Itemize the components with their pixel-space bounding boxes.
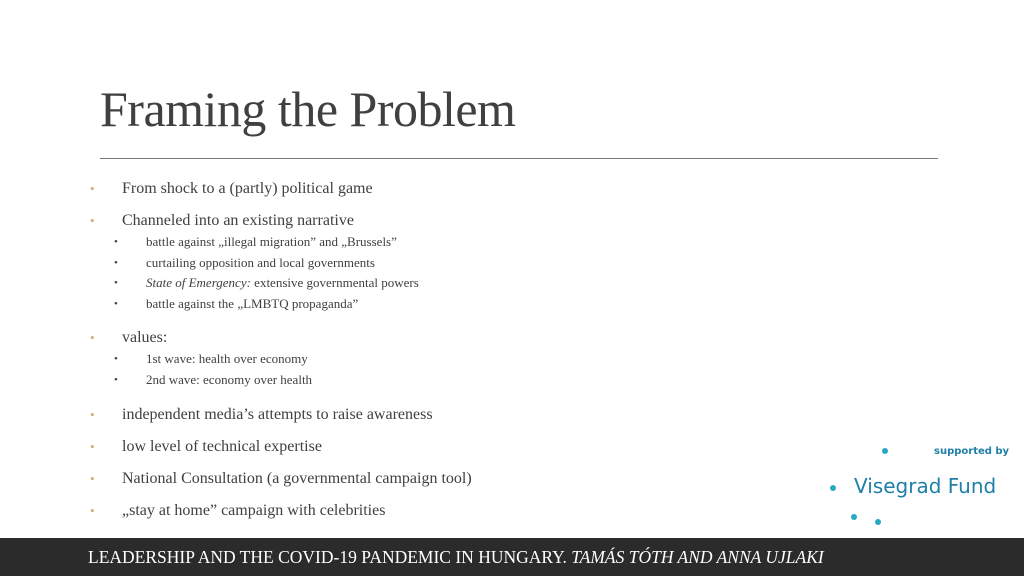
bullet-icon: • (90, 470, 95, 486)
sub-bullet-item (90, 294, 810, 315)
logo-dot-icon (851, 514, 857, 520)
sub-bullet-icon: • (114, 373, 118, 386)
visegrad-fund-logo (806, 432, 1024, 538)
sub-bullet-text: battle against „illegal migration” and „Brussels” (146, 234, 397, 249)
footer-bar (0, 538, 1024, 576)
sub-bullet-icon: • (114, 277, 118, 290)
sub-bullet-text: extensive governmental powers (250, 275, 419, 291)
bullet-text: low level of technical expertise (122, 437, 322, 455)
sub-bullet-text: 2nd wave: economy over health (146, 371, 313, 387)
logo-name: Visegrad Fund (854, 474, 997, 498)
slide-title: Framing the Problem (100, 81, 516, 137)
logo-dot-icon (875, 519, 881, 525)
sub-bullet-item (90, 232, 810, 253)
bullet-text: values: (122, 329, 168, 347)
sub-bullet-item (90, 370, 810, 391)
bullet-icon: • (90, 406, 95, 422)
title-divider (100, 158, 938, 159)
bullet-item (90, 404, 810, 426)
sub-bullet-text: 1st wave: health over economy (146, 351, 308, 367)
sub-bullet-item (90, 349, 810, 370)
sub-bullet-item (90, 273, 810, 294)
bullet-icon: • (90, 181, 95, 196)
bullet-text: „stay at home” campaign with celebrities (122, 501, 386, 519)
bullet-text: Channeled into an existing narrative (122, 212, 354, 229)
bullet-item (90, 210, 810, 232)
bullet-list (90, 178, 810, 522)
bullet-icon: • (90, 438, 95, 454)
sub-bullet-text: battle against the „LMBTQ propaganda” (146, 295, 359, 311)
sub-bullet-icon: • (114, 236, 118, 248)
bullet-item (90, 468, 810, 490)
bullet-item (90, 178, 810, 200)
bullet-text: National Consultation (a governmental campaign tool) (122, 469, 472, 487)
bullet-item (90, 436, 810, 458)
bullet-text: From shock to a (partly) political game (122, 180, 373, 197)
logo-dot-icon (882, 448, 888, 454)
bullet-icon: • (90, 330, 95, 346)
footer-text (88, 547, 824, 568)
bullet-icon: • (90, 213, 95, 228)
logo-dot-icon (830, 485, 836, 491)
sub-bullet-icon: • (114, 256, 118, 269)
logo-tagline: supported by (934, 446, 1010, 457)
bullet-icon: • (90, 502, 95, 518)
footer-title: LEADERSHIP AND THE COVID-19 PANDEMIC IN HUNGARY. (88, 547, 567, 567)
sub-bullet-emphasis: State of Emergency: (146, 275, 251, 291)
bullet-item (90, 500, 810, 522)
sub-bullet-item (90, 253, 810, 274)
sub-bullet-text: curtailing opposition and local governments (146, 254, 375, 270)
sub-bullet-icon: • (114, 353, 118, 366)
footer-authors: TAMÁS TÓTH AND ANNA UJLAKI (571, 547, 824, 567)
bullet-item (90, 327, 810, 349)
bullet-text: independent media’s attempts to raise awareness (122, 405, 433, 423)
sub-bullet-icon: • (114, 297, 118, 310)
